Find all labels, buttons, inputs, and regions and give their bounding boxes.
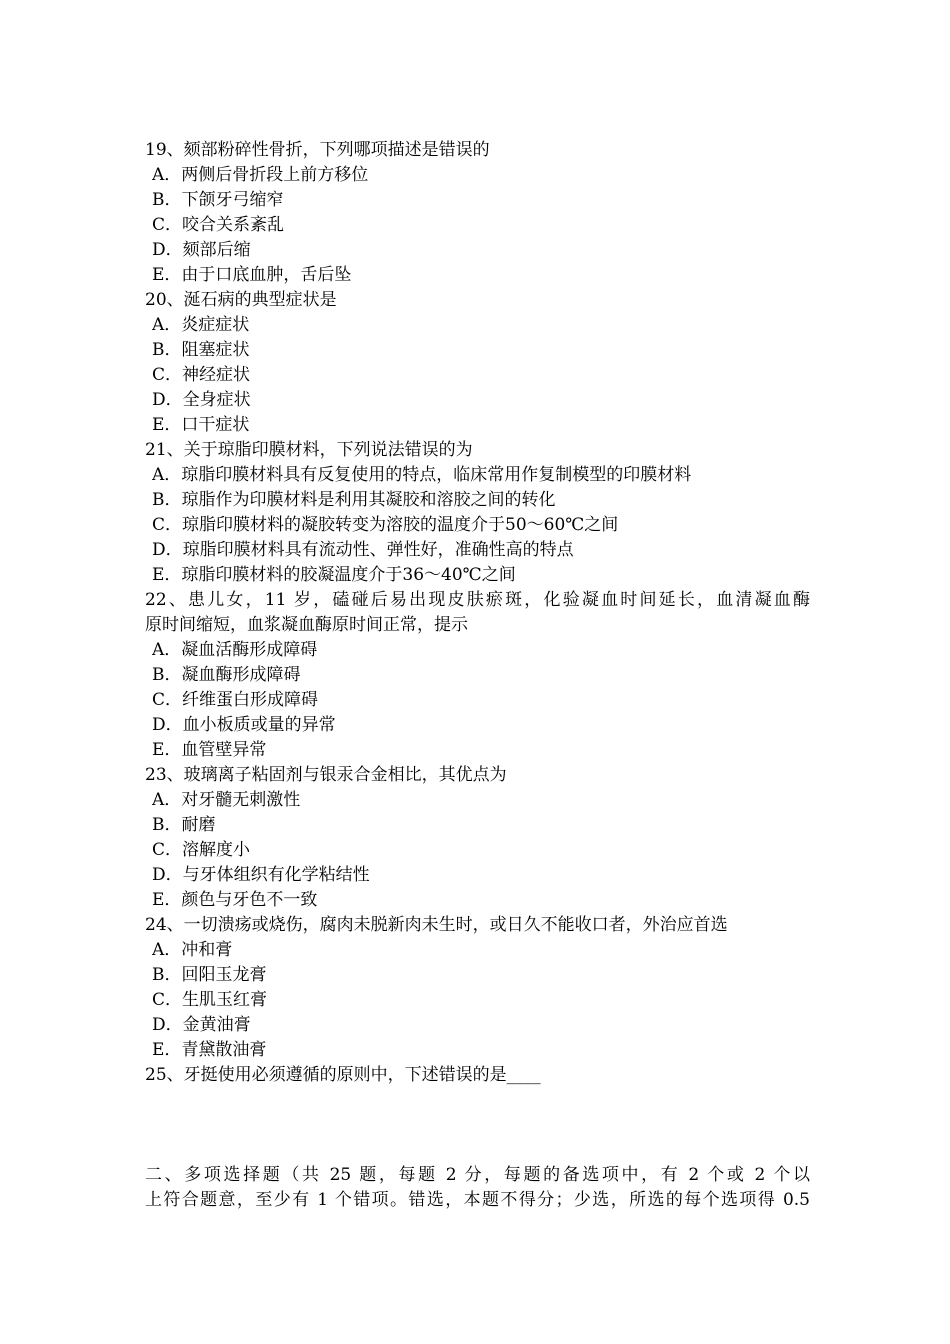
question-21-option-e: E．琼脂印膜材料的胶凝温度介于36～40℃之间 (152, 565, 516, 585)
question-24-stem: 24、一切溃疡或烧伤，腐肉未脱新肉未生时，或日久不能收口者，外治应首选 (145, 915, 728, 935)
question-20-stem: 20、涎石病的典型症状是 (145, 290, 337, 310)
question-19-option-b: B．下颌牙弓缩窄 (152, 190, 284, 210)
question-22-option-c: C．纤维蛋白形成障碍 (152, 690, 319, 710)
question-22-stem-continued: 原时间缩短，血浆凝血酶原时间正常，提示 (145, 615, 468, 635)
question-23-option-a: A．对牙髓无刺激性 (152, 790, 301, 810)
section-two-instructions: 上符合题意，至少有 1 个错项。错选，本题不得分；少选，所选的每个选项得 0.5 (145, 1190, 810, 1210)
question-23-option-d: D．与牙体组织有化学粘结性 (152, 865, 370, 885)
question-23-option-b: B．耐磨 (152, 815, 216, 835)
question-25-options-line-2 (145, 1113, 810, 1138)
question-24-option-e: E．青黛散油膏 (152, 1040, 267, 1060)
question-19-option-e: E．由于口底血肿，舌后坠 (152, 265, 352, 285)
question-22-option-d: D．血小板质或量的异常 (152, 715, 336, 735)
question-25-options-line-3 (145, 1138, 810, 1163)
question-20-option-b: B．阻塞症状 (152, 340, 250, 360)
question-21-option-b: B．琼脂作为印膜材料是利用其凝胶和溶胶之间的转化 (152, 490, 556, 510)
section-two-heading: 二、多项选择题（共 25 题，每题 2 分，每题的备选项中，有 2 个或 2 个以 (145, 1165, 810, 1185)
question-20-option-a: A．炎症症状 (152, 315, 250, 335)
question-19-stem: 19、颏部粉碎性骨折，下列哪项描述是错误的 (145, 140, 490, 160)
question-22-option-a: A．凝血活酶形成障碍 (152, 640, 318, 660)
question-21-option-d: D．琼脂印膜材料具有流动性、弹性好，准确性高的特点 (152, 540, 574, 560)
question-19-option-c: C．咬合关系紊乱 (152, 215, 285, 235)
question-23-stem: 23、玻璃离子粘固剂与银汞合金相比，其优点为 (145, 765, 507, 785)
question-23-option-e: E．颜色与牙色不一致 (152, 890, 318, 910)
text-line (145, 113, 810, 138)
question-20-option-e: E．口干症状 (152, 415, 250, 435)
question-19-option-d: D．颏部后缩 (152, 240, 251, 260)
question-23-option-c: C．溶解度小 (152, 840, 251, 860)
question-24-option-d: D．金黄油膏 (152, 1015, 251, 1035)
question-22-stem: 22、患儿女，11 岁，磕碰后易出现皮肤瘀斑，化验凝血时间延长，血清凝血酶 (145, 590, 810, 610)
question-20-option-c: C．神经症状 (152, 365, 251, 385)
question-24-option-a: A．冲和膏 (152, 940, 233, 960)
question-25-stem: 25、牙挺使用必须遵循的原则中，下述错误的是____ (145, 1065, 541, 1085)
question-19-option-a: A．两侧后骨折段上前方移位 (152, 165, 369, 185)
question-20-option-d: D．全身症状 (152, 390, 251, 410)
question-22-option-e: E．血管壁异常 (152, 740, 267, 760)
question-25-options-line-1 (145, 1088, 810, 1113)
question-21-option-c: C．琼脂印膜材料的凝胶转变为溶胶的温度介于50～60℃之间 (152, 515, 619, 535)
question-22-option-b: B．凝血酶形成障碍 (152, 665, 301, 685)
question-24-option-b: B．回阳玉龙膏 (152, 965, 267, 985)
question-21-stem: 21、关于琼脂印膜材料，下列说法错误的为 (145, 440, 473, 460)
question-21-option-a: A．琼脂印膜材料具有反复使用的特点，临床常用作复制模型的印膜材料 (152, 465, 692, 485)
question-24-option-c: C．生肌玉红膏 (152, 990, 268, 1010)
